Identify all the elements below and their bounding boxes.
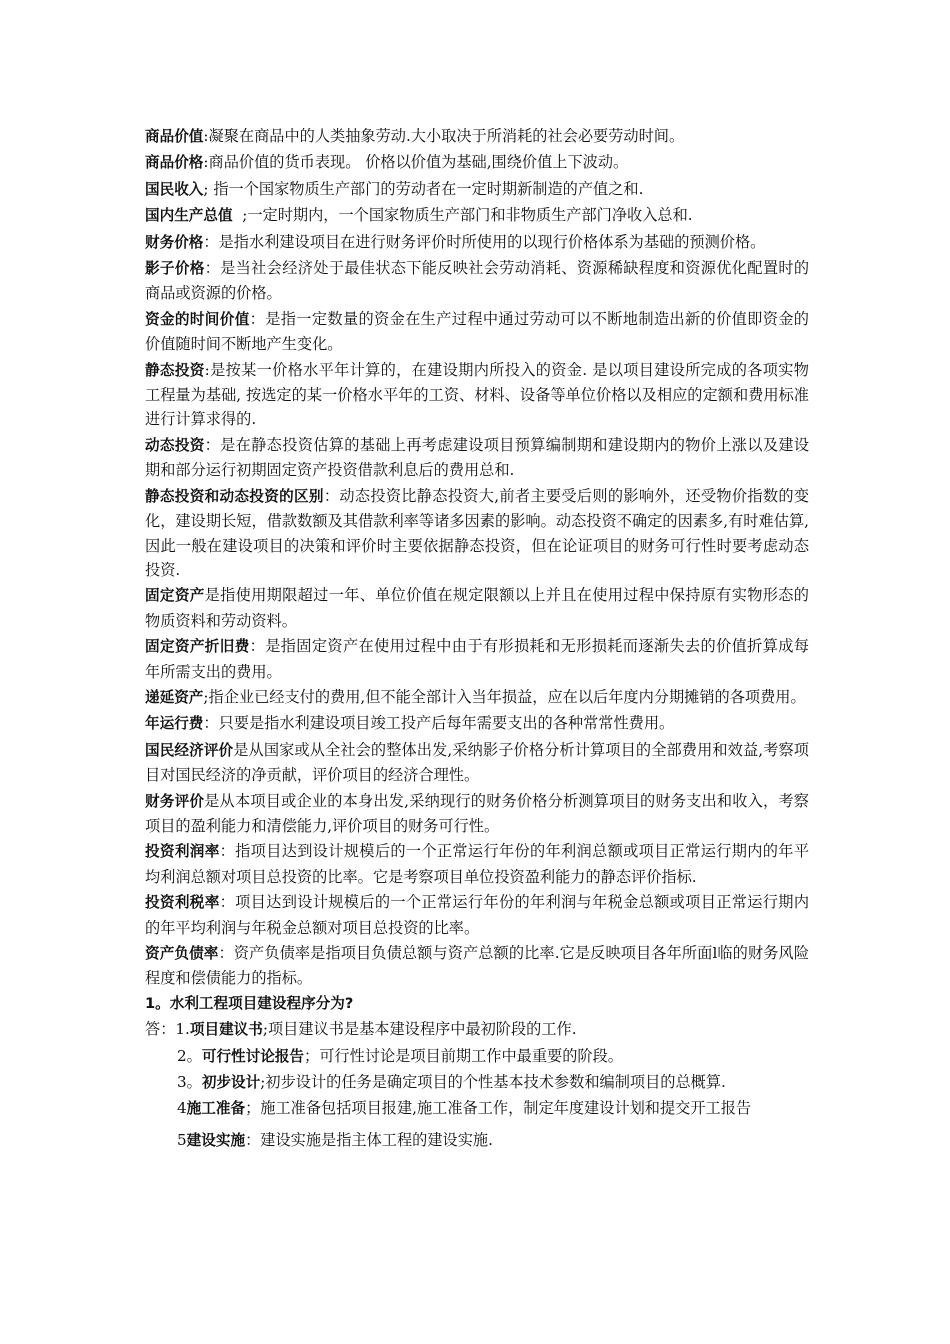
definition-item — [145, 685, 809, 710]
definition-term: 静态投资和动态投资的区别 — [145, 487, 324, 505]
definition-term: 投资利润率 — [145, 843, 220, 861]
definition-term: 财务评价 — [145, 792, 205, 810]
step-term: 建设实施 — [186, 1131, 246, 1149]
step-separator: ; — [260, 1073, 266, 1092]
definition-item — [145, 711, 809, 736]
answer-step — [145, 1128, 809, 1153]
definition-text: 指企业已经支付的费用,但不能全部计入当年损益，应在以后年度内分期摊销的各项费用。 — [208, 687, 806, 706]
step-text: 项目建议书是基本建设程序中最初阶段的工作. — [267, 1020, 577, 1039]
definition-item — [145, 789, 809, 839]
step-separator: ; — [262, 1020, 268, 1039]
definition-text: 是从本项目或企业的本身出发,采纳现行的财务价格分析测算项目的财务支出和收入，考察项目的盈利能力和清偿能力,评价项目的财务可行性。 — [145, 791, 809, 835]
answer-step — [145, 1070, 809, 1095]
definition-term: 固定资产折旧费 — [145, 638, 250, 656]
definition-item — [145, 358, 809, 432]
step-number: 1. — [175, 1020, 190, 1039]
definition-item — [145, 256, 809, 306]
definition-item — [145, 941, 809, 991]
definition-text: 指一个国家物质生产部门的劳动者在一定时期新制造的产值之和. — [213, 179, 644, 198]
definition-text: 是指使用期限超过一年、单位价值在规定限额以上并且在使用过程中保持原有实物形态的物质资料和劳动资料。 — [145, 586, 809, 630]
step-number: 4 — [177, 1099, 187, 1118]
definition-separator: ： — [323, 486, 340, 505]
definition-text: 是指一定数量的资金在生产过程中通过劳动可以不断地制造出新的价值即资金的价值随时间不断地产生变化。 — [145, 309, 809, 354]
step-text: 施工准备包括项目报建,施工准备工作，制定年度建设计划和提交开工报告 — [260, 1099, 752, 1118]
step-number: 5 — [177, 1130, 187, 1149]
definition-separator: ; — [203, 179, 214, 198]
definition-text: 凝聚在商品中的人类抽象劳动.大小取决于所消耗的社会必要劳动时间。 — [208, 127, 685, 145]
definition-term: 商品价值 — [145, 128, 204, 145]
definition-item — [145, 839, 809, 889]
definition-term: 国内生产总值 — [145, 207, 233, 225]
definition-text: 是指水利建设项目在进行财务评价时所使用的以现行价格体系为基础的预测价格。 — [218, 232, 766, 251]
definition-item — [145, 583, 809, 633]
definition-text: 是从国家或从全社会的整体出发,采纳影子价格分析计算项目的全部费用和效益,考察项目对国民经济的净贡献，评价项目的经济合理性。 — [145, 740, 809, 785]
definition-term: 影子价格 — [145, 260, 205, 278]
definition-item — [145, 307, 809, 357]
definition-text: 是当社会经济处于最佳状态下能反映社会劳动消耗、资源稀缺程度和资源优化配置时的商品或资源的价格。 — [145, 259, 810, 303]
step-separator: ： — [245, 1130, 261, 1149]
definition-item — [145, 890, 809, 940]
question-title: 1。水利工程项目建设程序分为? — [145, 994, 354, 1012]
definition-separator: ; — [203, 687, 209, 706]
step-text: 初步设计的任务是确定项目的个性基本技术参数和编制项目的总概算. — [265, 1073, 726, 1092]
step-number: 2。 — [177, 1046, 202, 1065]
definition-term: 国民收入 — [145, 180, 204, 198]
answer-step — [145, 1017, 809, 1042]
definition-separator: ： — [219, 842, 236, 861]
answer-prefix: 答： — [145, 1020, 176, 1039]
definition-term: 商品价格 — [145, 154, 204, 172]
answer-step — [145, 1096, 809, 1121]
step-separator: ； — [245, 1099, 261, 1118]
definition-text: 资产负债率是指项目负债总额与资产总额的比率.它是反映项目各年所面l临的财务风险程度和偿债能力的指标。 — [145, 944, 810, 988]
definition-text: 商品价值的货币表现。 价格以价值为基础,围绕价值上下波动。 — [208, 153, 629, 172]
step-text: 建设实施是指主体工程的建设实施. — [260, 1130, 493, 1149]
definition-item — [145, 150, 809, 175]
document-body — [145, 124, 809, 1154]
definition-item — [145, 433, 809, 483]
definition-separator: ： — [249, 309, 266, 328]
definition-separator: ： — [203, 232, 219, 251]
definition-term: 资金的时间价值 — [145, 310, 250, 328]
step-text: 可行性讨论是项目前期工作中最重要的阶段。 — [319, 1046, 623, 1065]
step-term: 初步设计 — [201, 1074, 261, 1092]
definition-item — [145, 484, 809, 583]
definition-item — [145, 124, 809, 149]
step-term: 施工准备 — [186, 1100, 246, 1118]
definition-term: 静态投资 — [145, 361, 205, 379]
definition-separator: : — [204, 360, 210, 379]
definition-separator: ： — [204, 259, 221, 278]
definition-term: 财务价格 — [145, 233, 204, 251]
definition-text: 是在静态投资估算的基础上再考虑建设项目预算编制期和建设期内的物价上涨以及建设期和部分运行初期固定资产投资借款利息后的费用总和. — [145, 435, 810, 480]
definition-term: 递延资产 — [145, 688, 204, 706]
step-number: 3。 — [177, 1073, 202, 1092]
definition-text: 动态投资比静态投资大,前者主要受后则的影响外，还受物价指数的变化，建设期长短，借款数额及其借款利率等诸多因素的影响。动态投资不确定的因素多,有时难估算,因此一般在建设项目的决策和评价时主要依据静态投资，但在论证项目的财务可行性时要考虑动态投资. — [145, 486, 810, 579]
definition-item — [145, 203, 809, 228]
definition-separator: ： — [203, 714, 219, 733]
definition-text: 只要是指水利建设项目竣工投产后每年需要支出的各种常常性费用。 — [218, 714, 675, 733]
definition-separator: ： — [204, 435, 221, 454]
definition-term: 固定资产 — [145, 587, 205, 605]
definition-separator: ： — [219, 893, 236, 912]
definition-separator: ： — [249, 637, 266, 656]
step-term: 项目建议书 — [189, 1021, 263, 1039]
definition-item — [145, 177, 809, 202]
definition-text: 是指固定资产在使用过程中由于有形损耗和无形损耗而逐渐失去的价值折算成每年所需支出的费用。 — [145, 637, 809, 681]
definition-item — [145, 230, 809, 255]
definition-text: 指项目达到设计规模后的一个正常运行年份的年利润总额或项目正常运行期内的年平均利润总额对项目总投资的比率。它是考察项目单位投资盈利能力的静态评价指标. — [145, 842, 810, 886]
definition-term: 国民经济评价 — [145, 741, 234, 759]
step-separator: ； — [304, 1046, 320, 1065]
step-term: 可行性讨论报告 — [201, 1047, 305, 1065]
definition-text: 项目达到设计规模后的一个正常运行年份的年利润与年税金总额或项目正常运行期内的年平均利润与年税金总额对项目总投资的比率。 — [145, 893, 810, 937]
definition-term: 投资利税率 — [145, 894, 220, 912]
definition-term: 年运行费 — [145, 715, 204, 733]
answer-step — [145, 1044, 809, 1069]
definition-separator — [233, 206, 243, 224]
definition-item — [145, 634, 809, 684]
definition-text: ;一定时期内，一个国家物质生产部门和非物质生产部门净收入总和. — [242, 206, 693, 225]
definition-term: 动态投资 — [145, 436, 205, 454]
definition-separator: : — [203, 153, 209, 172]
definition-text: 是按某一价格水平年计算的，在建设期内所投入的资金. 是以项目建设所完成的各项实物工程量为基础, 按选定的某一价格水平年的工资、材料、设备等单位价格以及相应的定额和费用标准进行计算求得的. — [145, 360, 809, 429]
definition-term: 资产负债率 — [145, 945, 219, 962]
definition-separator: ： — [218, 944, 234, 962]
definition-separator: : — [203, 127, 209, 145]
definition-item — [145, 738, 809, 788]
